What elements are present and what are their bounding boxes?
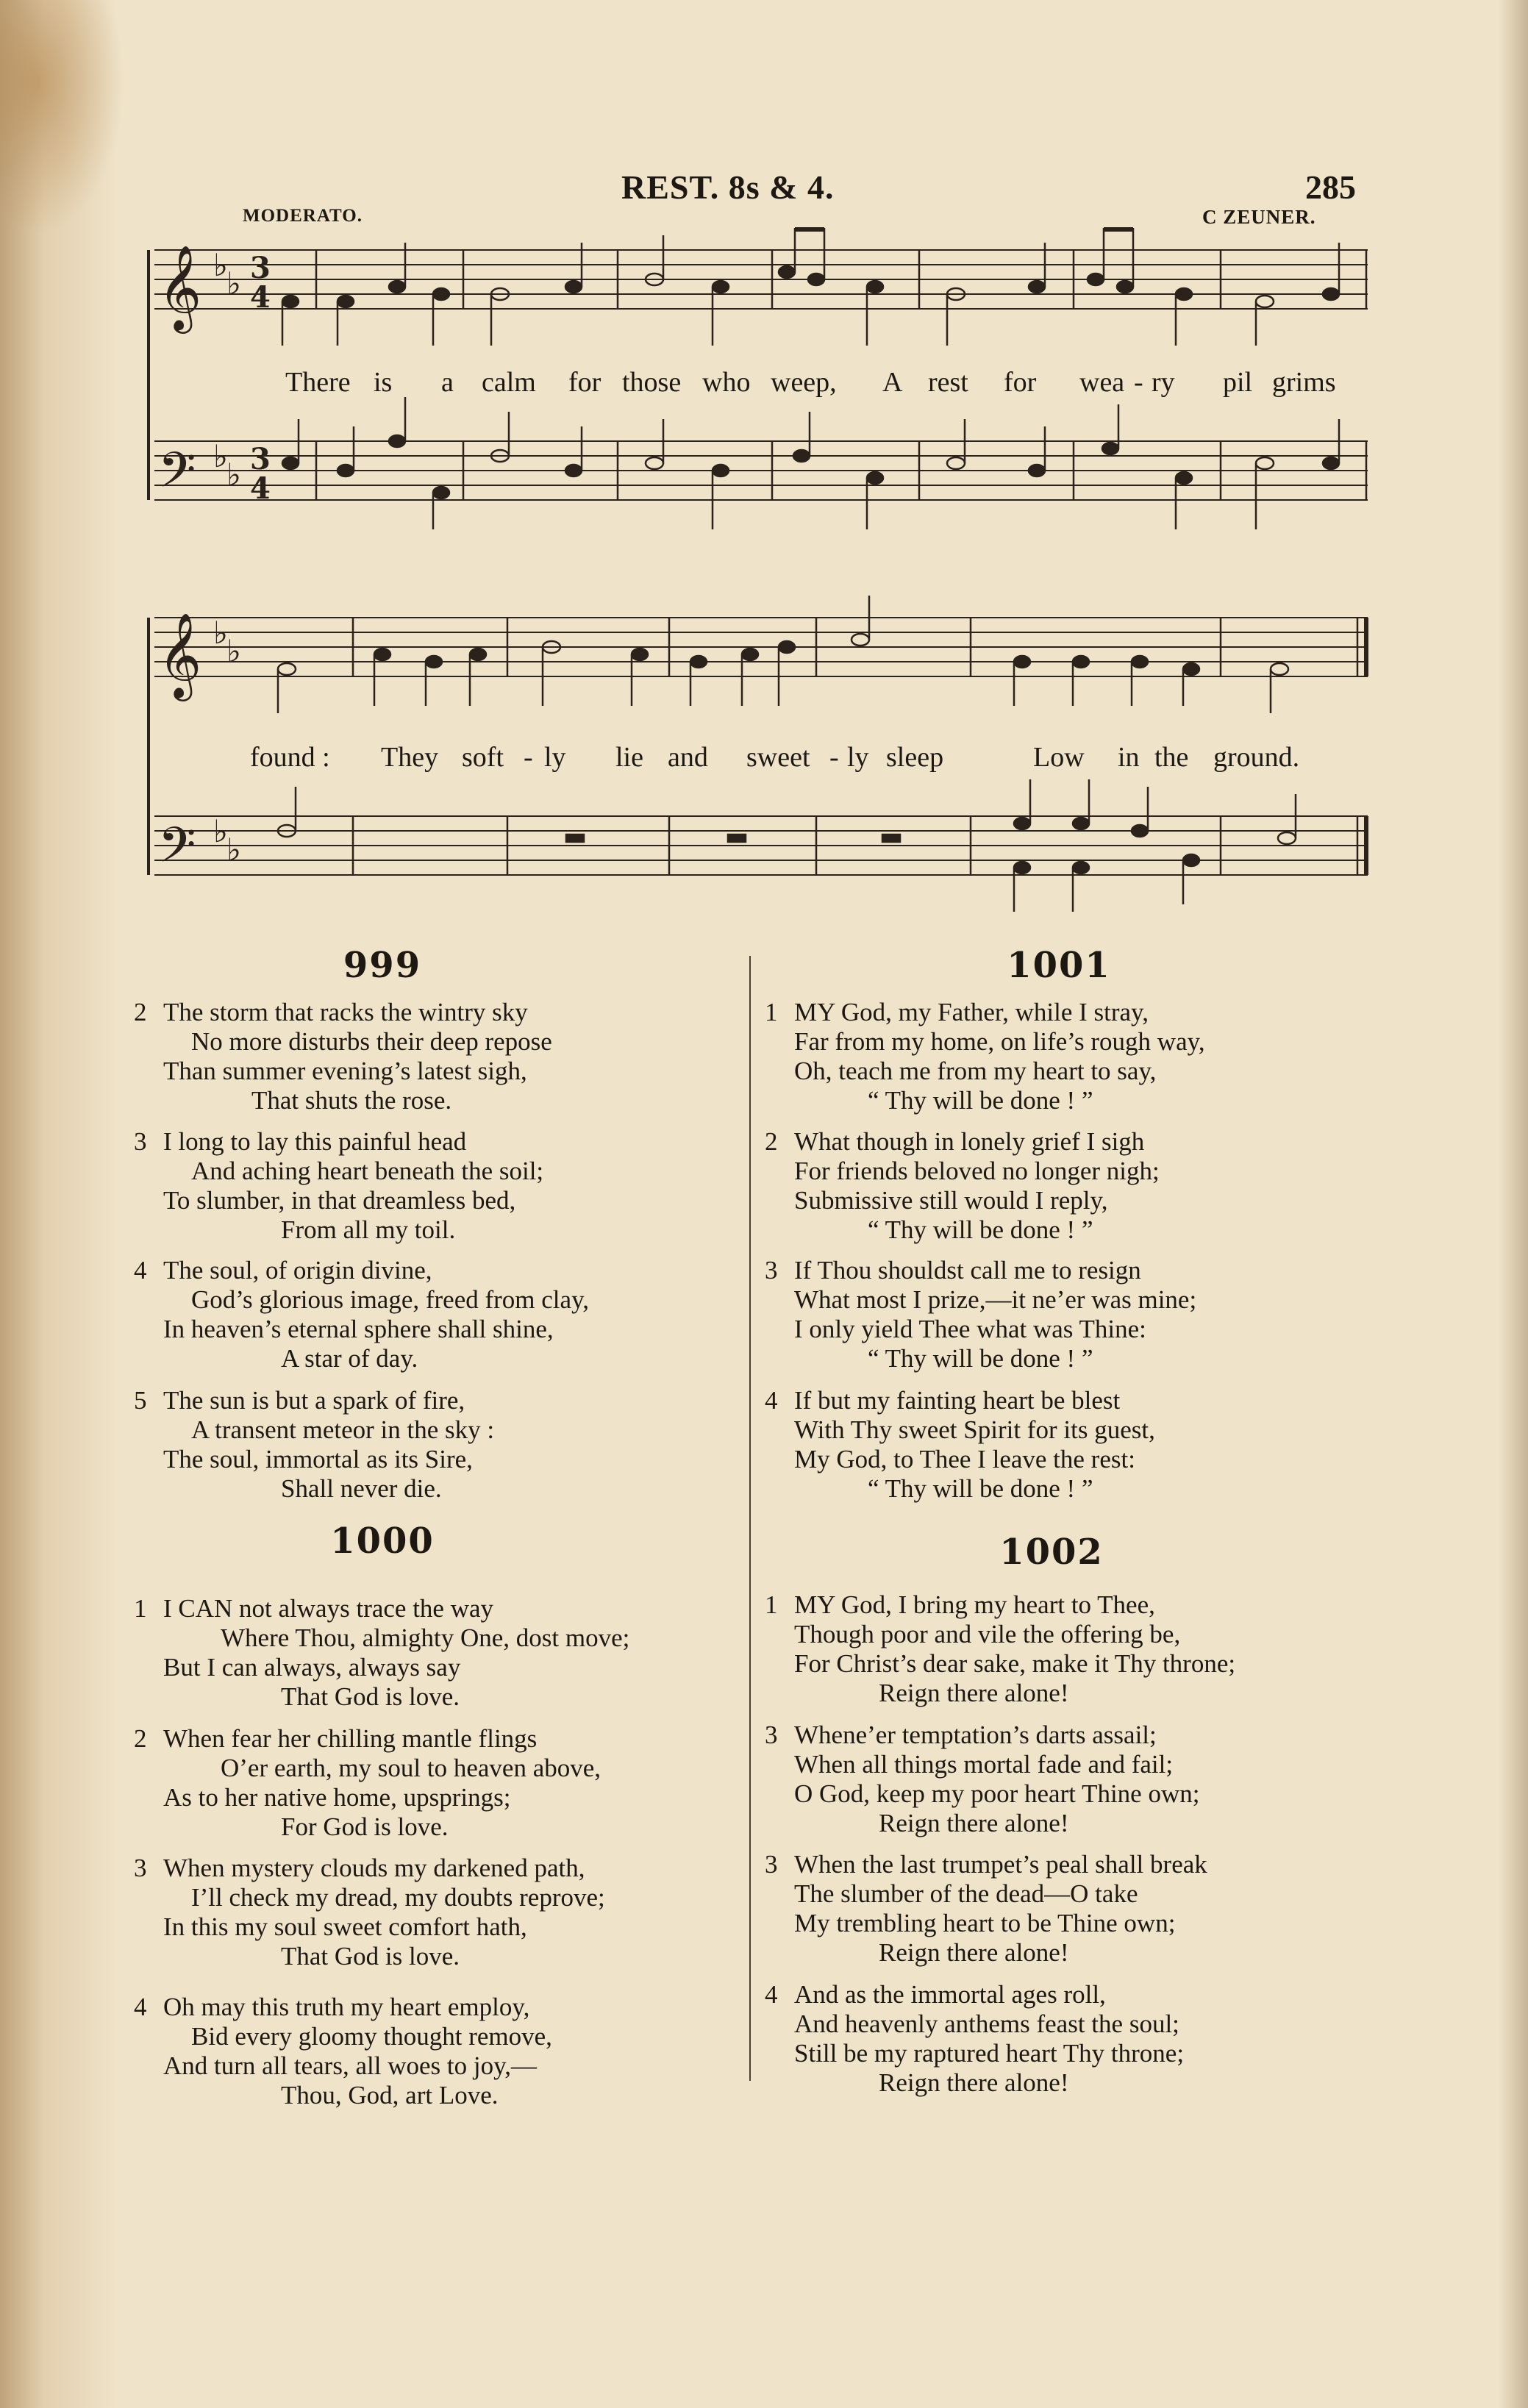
verse-line: “ Thy will be done ! ”	[868, 1086, 1093, 1115]
stanza-number: 4	[765, 1386, 778, 1415]
verse-line: If Thou shouldst call me to resign	[794, 1256, 1141, 1285]
verse-line: In this my soul sweet comfort hath,	[163, 1912, 527, 1941]
lyric-syllable: weep,	[771, 367, 837, 398]
stanza-number: 1	[134, 1594, 147, 1623]
bass-clef-2: 𝄢	[158, 817, 196, 885]
stanza-number: 4	[765, 1980, 778, 2009]
lyric-syllable: who	[702, 367, 751, 398]
verse-line: And as the immortal ages roll,	[794, 1980, 1106, 2009]
verse-line: That shuts the rose.	[251, 1086, 452, 1115]
svg-text:♭: ♭	[226, 457, 241, 493]
verse-line: Where Thou, almighty One, dost move;	[221, 1623, 630, 1652]
stanza-number: 1	[765, 998, 778, 1026]
lyric-syllable: They	[381, 742, 439, 773]
verse-line: A transent meteor in the sky :	[191, 1415, 495, 1444]
lyric-syllable: is	[374, 367, 393, 398]
verse-line: With Thy sweet Spirit for its guest,	[794, 1415, 1155, 1444]
stanza	[765, 1980, 1185, 2098]
lyric-syllable: Low	[1033, 742, 1085, 773]
svg-text:3: 3	[250, 442, 271, 476]
lyric-syllable: ly	[847, 742, 869, 773]
verse-line: As to her native home, upsprings;	[163, 1783, 511, 1812]
treble-clef-2: 𝄞	[158, 612, 202, 698]
svg-text:♭: ♭	[213, 438, 228, 474]
bass-clef-1: 𝄢	[158, 442, 196, 510]
verse-line: Oh, teach me from my heart to say,	[794, 1057, 1157, 1085]
stanza	[134, 1594, 630, 1712]
verse-line: And turn all tears, all woes to joy,—	[163, 2051, 538, 2080]
verse-line: I only yield Thee what was Thine:	[794, 1315, 1146, 1343]
stanza	[765, 998, 1205, 1115]
treble-clef-1: 𝄞	[158, 244, 202, 330]
verse-line: I CAN not always trace the way	[163, 1594, 494, 1623]
verse-line: Still be my raptured heart Thy throne;	[794, 2039, 1185, 2068]
stanza-number: 3	[765, 1850, 778, 1879]
svg-text:♭: ♭	[226, 265, 241, 301]
hymn-number: 1002	[999, 1532, 1104, 1573]
verse-line: For God is love.	[281, 1812, 449, 1841]
verse-line: Far from my home, on life’s rough way,	[794, 1027, 1205, 1056]
stanza-number: 3	[134, 1127, 147, 1156]
verse-line: My God, to Thee I leave the rest:	[794, 1445, 1135, 1473]
column-divider	[749, 956, 751, 2081]
svg-text:♭: ♭	[213, 247, 228, 283]
lyric-syllable: for	[568, 367, 601, 398]
stanza	[134, 1854, 605, 1971]
verse-line: And heavenly anthems feast the soul;	[794, 2009, 1179, 2038]
lyric-syllable: grims	[1272, 367, 1336, 398]
verse-line: When all things mortal fade and fail;	[794, 1750, 1174, 1779]
staff-bass-2	[154, 816, 1368, 875]
composer-name: C ZEUNER.	[1202, 206, 1316, 228]
stanza	[134, 1127, 544, 1245]
lyric-syllable: in	[1118, 742, 1140, 773]
verse-line: Whene’er temptation’s darts assail;	[794, 1721, 1157, 1749]
verse-line: Though poor and vile the offering be,	[794, 1620, 1181, 1648]
lyric-syllable: lie	[615, 742, 643, 773]
verse-line: My trembling heart to be Thine own;	[794, 1909, 1176, 1937]
verse-line: That God is love.	[281, 1682, 460, 1711]
verse-line: To slumber, in that dreamless bed,	[163, 1186, 516, 1215]
score-staves	[140, 221, 1390, 919]
stanza	[134, 998, 552, 1115]
hymn-number: 1001	[1007, 945, 1111, 986]
lyric-syllable: pil	[1223, 367, 1253, 398]
verse-line: “ Thy will be done ! ”	[868, 1215, 1093, 1244]
lyric-syllable: for	[1004, 367, 1037, 398]
stanza-number: 5	[134, 1386, 147, 1415]
verse-line: When mystery clouds my darkened path,	[163, 1854, 585, 1882]
stanza-number: 3	[134, 1854, 147, 1882]
lyric-syllable: soft	[462, 742, 504, 773]
verse-line: What though in lonely grief I sigh	[794, 1127, 1145, 1156]
lyric-syllable: wea	[1079, 367, 1125, 398]
stanza-number: 1	[765, 1590, 778, 1619]
lyric-syllable: those	[622, 367, 682, 398]
verse-line: I’ll check my dread, my doubts reprove;	[191, 1883, 605, 1912]
stanza	[765, 1386, 1155, 1504]
lyric-syllable: rest	[928, 367, 968, 398]
verse-line: If but my fainting heart be blest	[794, 1386, 1121, 1415]
stanza-number: 2	[134, 1724, 147, 1753]
hymn-number: 1000	[330, 1521, 435, 1562]
stanza	[765, 1850, 1207, 1968]
svg-text:4: 4	[250, 280, 271, 315]
verse-line: Bid every gloomy thought remove,	[191, 2022, 552, 2051]
verse-line: But I can always, always say	[163, 1653, 461, 1682]
verse-line: O God, keep my poor heart Thine own;	[794, 1779, 1200, 1808]
verse-line: The storm that racks the wintry sky	[163, 998, 528, 1026]
stanza-number: 4	[134, 1993, 147, 2021]
stanza	[765, 1590, 1236, 1708]
lyric-syllable: ry	[1152, 367, 1175, 398]
verse-line: “ Thy will be done ! ”	[868, 1344, 1093, 1373]
verse-line: Reign there alone!	[879, 2068, 1069, 2097]
lyric-syllable: There	[285, 367, 351, 398]
lyric-syllable: sweet	[746, 742, 810, 773]
stanza	[134, 1256, 590, 1373]
lyric-syllable: calm	[482, 367, 536, 398]
stanza	[765, 1256, 1197, 1373]
verse-line: Than summer evening’s latest sigh,	[163, 1057, 527, 1085]
stanza-number: 3	[765, 1721, 778, 1749]
verse-line: For Christ’s dear sake, make it Thy throne;	[794, 1649, 1236, 1678]
verse-line: Oh may this truth my heart employ,	[163, 1993, 530, 2021]
verse-line: A star of day.	[281, 1344, 418, 1373]
verse-line: MY God, my Father, while I stray,	[794, 998, 1149, 1026]
verse-line: Reign there alone!	[879, 1938, 1069, 1967]
lyric-syllable: ground.	[1213, 742, 1300, 773]
stanza	[134, 1724, 601, 1842]
lyric-syllable: ly	[544, 742, 566, 773]
lyric-syllable: sleep	[886, 742, 944, 773]
verse-line: “ Thy will be done ! ”	[868, 1474, 1093, 1503]
verse-line: From all my toil.	[281, 1215, 456, 1244]
verse-line: And aching heart beneath the soil;	[191, 1157, 544, 1185]
lyric-syllable: -	[524, 742, 533, 773]
stanza	[765, 1127, 1160, 1245]
verse-line: That God is love.	[281, 1942, 460, 1971]
verse-line: When the last trumpet’s peal shall break	[794, 1850, 1207, 1879]
svg-text:3: 3	[250, 251, 271, 285]
verse-line: MY God, I bring my heart to Thee,	[794, 1590, 1155, 1619]
svg-text:♭: ♭	[213, 615, 228, 651]
verse-line: The soul, immortal as its Sire,	[163, 1445, 473, 1473]
hymn-number: 999	[343, 945, 422, 986]
verse-line: Shall never die.	[281, 1474, 442, 1503]
lyric-syllable: -	[1134, 367, 1143, 398]
verse-line: Reign there alone!	[879, 1809, 1069, 1837]
verse-line: For friends beloved no longer nigh;	[794, 1157, 1160, 1185]
verse-line: The sun is but a spark of fire,	[163, 1386, 465, 1415]
verse-line: When fear her chilling mantle flings	[163, 1724, 538, 1753]
svg-text:♭: ♭	[226, 633, 241, 669]
verse-line: The slumber of the dead—O take	[794, 1879, 1138, 1908]
verse-line: In heaven’s eternal sphere shall shine,	[163, 1315, 554, 1343]
svg-text:♭: ♭	[226, 832, 241, 868]
verse-line: No more disturbs their deep repose	[191, 1027, 552, 1056]
verse-line: Thou, God, art Love.	[281, 2081, 499, 2109]
svg-text:♭: ♭	[213, 813, 228, 849]
staff-bass-1	[154, 441, 1368, 500]
verse-line: Reign there alone!	[879, 1679, 1069, 1707]
verse-line: What most I prize,—it ne’er was mine;	[794, 1285, 1197, 1314]
tempo-marking: MODERATO.	[243, 206, 363, 226]
lyric-syllable: found :	[250, 742, 330, 773]
stanza	[765, 1721, 1200, 1838]
lyric-syllable: -	[829, 742, 839, 773]
verse-line: I long to lay this painful head	[163, 1127, 467, 1156]
lyric-syllable: A	[882, 367, 903, 398]
verse-line: O’er earth, my soul to heaven above,	[221, 1754, 601, 1782]
stanza-number: 2	[134, 998, 147, 1026]
stanza-number: 2	[765, 1127, 778, 1156]
lyric-syllable: and	[668, 742, 708, 773]
lyric-syllable: a	[441, 367, 454, 398]
svg-text:4: 4	[250, 471, 271, 506]
stanza-number: 3	[765, 1256, 778, 1285]
music-score	[140, 221, 1390, 923]
stanza	[134, 1386, 495, 1504]
lyric-syllable: the	[1154, 742, 1189, 773]
verse-line: Submissive still would I reply,	[794, 1186, 1108, 1215]
page-number: 285	[1305, 168, 1356, 206]
page-header	[0, 168, 1528, 212]
stanza	[134, 1993, 552, 2110]
tune-title: REST. 8s & 4.	[621, 168, 835, 206]
verse-line: The soul, of origin divine,	[163, 1256, 432, 1285]
stanza-number: 4	[134, 1256, 147, 1285]
verse-line: God’s glorious image, freed from clay,	[191, 1285, 590, 1314]
